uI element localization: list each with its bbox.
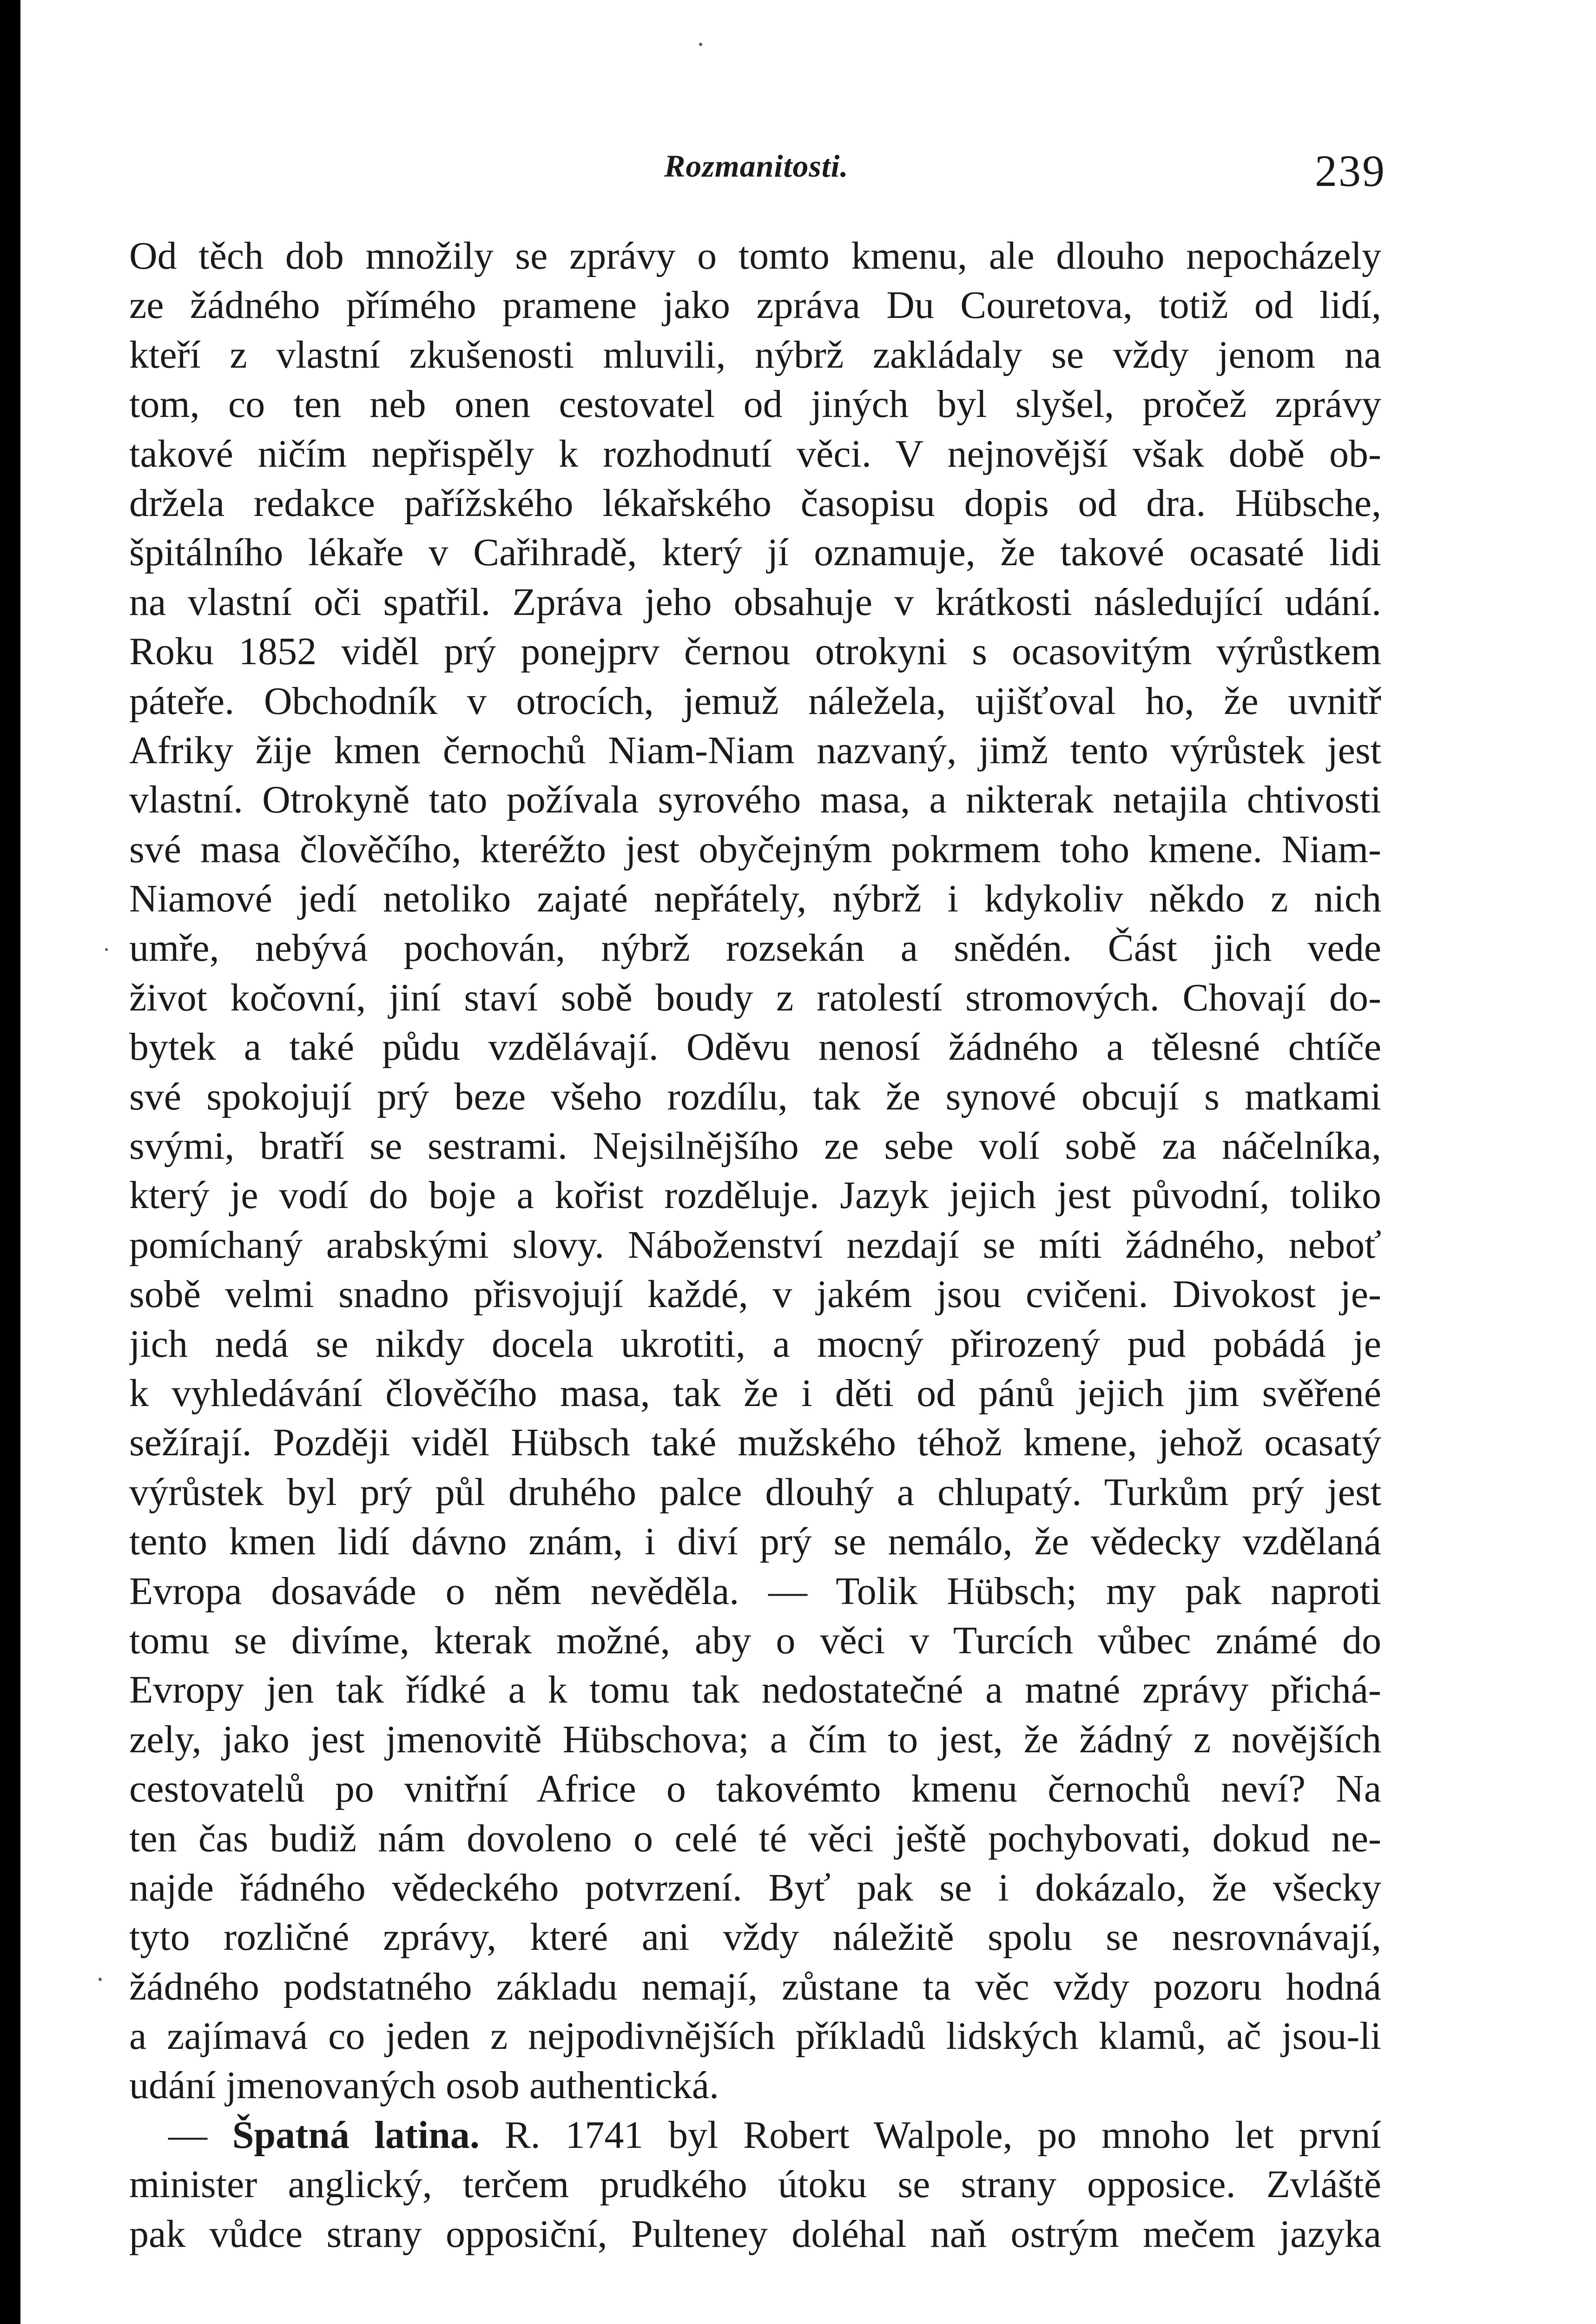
text-line: tento kmen lidí dávno znám, i diví prý se nemálo, že vědecky vzdělaná: [129, 1520, 1381, 1564]
text-line: Afriky žije kmen černochů Niam-Niam nazvaný, jimž tento výrůstek jest: [129, 728, 1381, 772]
text-line: život kočovní, jiní staví sobě boudy z ratolestí stromových. Chovají do-: [129, 976, 1381, 1019]
text-line: a zajímavá co jeden z nejpodivnějších příkladů lidských klamů, ač jsou-li: [129, 2014, 1381, 2058]
text-line: sežírají. Později viděl Hübsch také mužského téhož kmene, jehož ocasatý: [129, 1421, 1381, 1465]
text-line: tyto rozličné zprávy, které ani vždy náležitě spolu se nesrovnávají,: [129, 1915, 1381, 1959]
text-line: Roku 1852 viděl prý ponejprv černou otrokyni s ocasovitým výrůstkem: [129, 630, 1381, 673]
text-line: kteří z vlastní zkušenosti mluvili, nýbrž zakládaly se vždy jenom na: [129, 333, 1381, 376]
text-line: Evropa dosaváde o něm nevěděla. — Tolik Hübsch; my pak naproti: [129, 1569, 1381, 1613]
print-speck: [105, 948, 108, 951]
text-line: jich nedá se nikdy docela ukrotiti, a mocný přirozený pud pobádá je: [129, 1322, 1381, 1366]
text-line: k vyhledávání člověčího masa, tak že i děti od pánů jejich jim svěřené: [129, 1371, 1381, 1415]
text-line: udání jmenovaných osob authentická.: [129, 2064, 719, 2107]
book-page: [20, 0, 1596, 2324]
text-line: vlastní. Otrokyně tato požívala syrového masa, a nikterak netajila chtivosti: [129, 778, 1381, 822]
text-line: minister anglický, terčem prudkého útoku se strany opposice. Zvláště: [129, 2163, 1381, 2206]
text-line: tomu se divíme, kterak možné, aby o věci v Turcích vůbec známé do: [129, 1618, 1381, 1662]
text-line: najde řádného vědeckého potvrzení. Byť pak se i dokázalo, že všecky: [129, 1866, 1381, 1909]
text-line: ten čas budiž nám dovoleno o celé té věci ještě pochybovati, dokud ne-: [129, 1816, 1381, 1860]
section-paragraph: [129, 2111, 1381, 2259]
text-line: své masa člověčího, kteréžto jest obyčejným pokrmem toho kmene. Niam-: [129, 827, 1381, 871]
text-line: zely, jako jest jmenovitě Hübschova; a čím to jest, že žádný z novějších: [129, 1717, 1381, 1761]
text-line: sobě velmi snadno přisvojují každé, v jakém jsou cvičeni. Divokost je-: [129, 1273, 1381, 1316]
text-line: Niamové jedí netoliko zajaté nepřátely, nýbrž i kdykoliv někdo z nich: [129, 877, 1381, 921]
scan-edge: [0, 0, 20, 2324]
text-line: své spokojují prý beze všeho rozdílu, tak že synové obcují s matkami: [129, 1075, 1381, 1118]
text-line: umře, nebývá pochován, nýbrž rozsekán a snědén. Část jich vede: [129, 926, 1381, 970]
text-line: bytek a také půdu vzdělávají. Oděvu nenosí žádného a tělesné chtíče: [129, 1025, 1381, 1069]
text-line: Od těch dob množily se zprávy o tomto kmenu, ale dlouho nepocházely: [129, 234, 1381, 277]
text-line: páteře. Obchodník v otrocích, jemuž náležela, ujišťoval ho, že uvnitř: [129, 679, 1381, 723]
print-speck: [99, 1978, 102, 1981]
heading-line-text: R. 1741 byl Robert Walpole, po mnoho let první: [504, 2113, 1381, 2157]
text-line: takové ničím nepřispěly k rozhodnutí věci. V nejnovější však době ob-: [129, 432, 1381, 475]
text-line: ze žádného přímého pramene jako zpráva Du Couretova, totiž od lidí,: [129, 284, 1381, 327]
section-heading: Špatná latina.: [232, 2113, 480, 2157]
text-line: Evropy jen tak řídké a k tomu tak nedostatečné a matné zprávy přichá-: [129, 1668, 1381, 1712]
text-line: který je vodí do boje a kořist rozděluje. Jazyk jejich jest původní, toliko: [129, 1174, 1381, 1217]
print-speck: [699, 43, 702, 46]
text-line: tom, co ten neb onen cestovatel od jiných byl slyšel, pročež zprávy: [129, 383, 1381, 426]
paragraph: [129, 231, 1381, 2111]
text-line: výrůstek byl prý půl druhého palce dlouhý a chlupatý. Turkům prý jest: [129, 1470, 1381, 1514]
page-number: 239: [1315, 146, 1386, 196]
text-line: špitálního lékaře v Cařihradě, který jí oznamuje, že takové ocasaté lidi: [129, 531, 1381, 574]
section-heading-line: [129, 2111, 1381, 2160]
body-text: [129, 231, 1381, 2259]
text-line: pak vůdce strany opposiční, Pulteney doléhal naň ostrým mečem jazyka: [129, 2212, 1381, 2256]
text-line: svými, bratří se sestrami. Nejsilnějšího ze sebe volí sobě za náčelníka,: [129, 1124, 1381, 1168]
text-line: pomíchaný arabskými slovy. Náboženství nezdají se míti žádného, neboť: [129, 1223, 1381, 1267]
text-line: cestovatelů po vnitřní Africe o takovémto kmenu černochů neví? Na: [129, 1767, 1381, 1811]
text-line: žádného podstatného základu nemají, zůstane ta věc vždy pozoru hodná: [129, 1965, 1381, 2008]
text-line: na vlastní oči spatřil. Zpráva jeho obsahuje v krátkosti následující udání.: [129, 580, 1381, 624]
em-dash: —: [168, 2113, 207, 2157]
running-title: Rozmanitosti.: [664, 148, 849, 184]
text-line: držela redakce pařížského lékařského časopisu dopis od dra. Hübsche,: [129, 481, 1381, 525]
